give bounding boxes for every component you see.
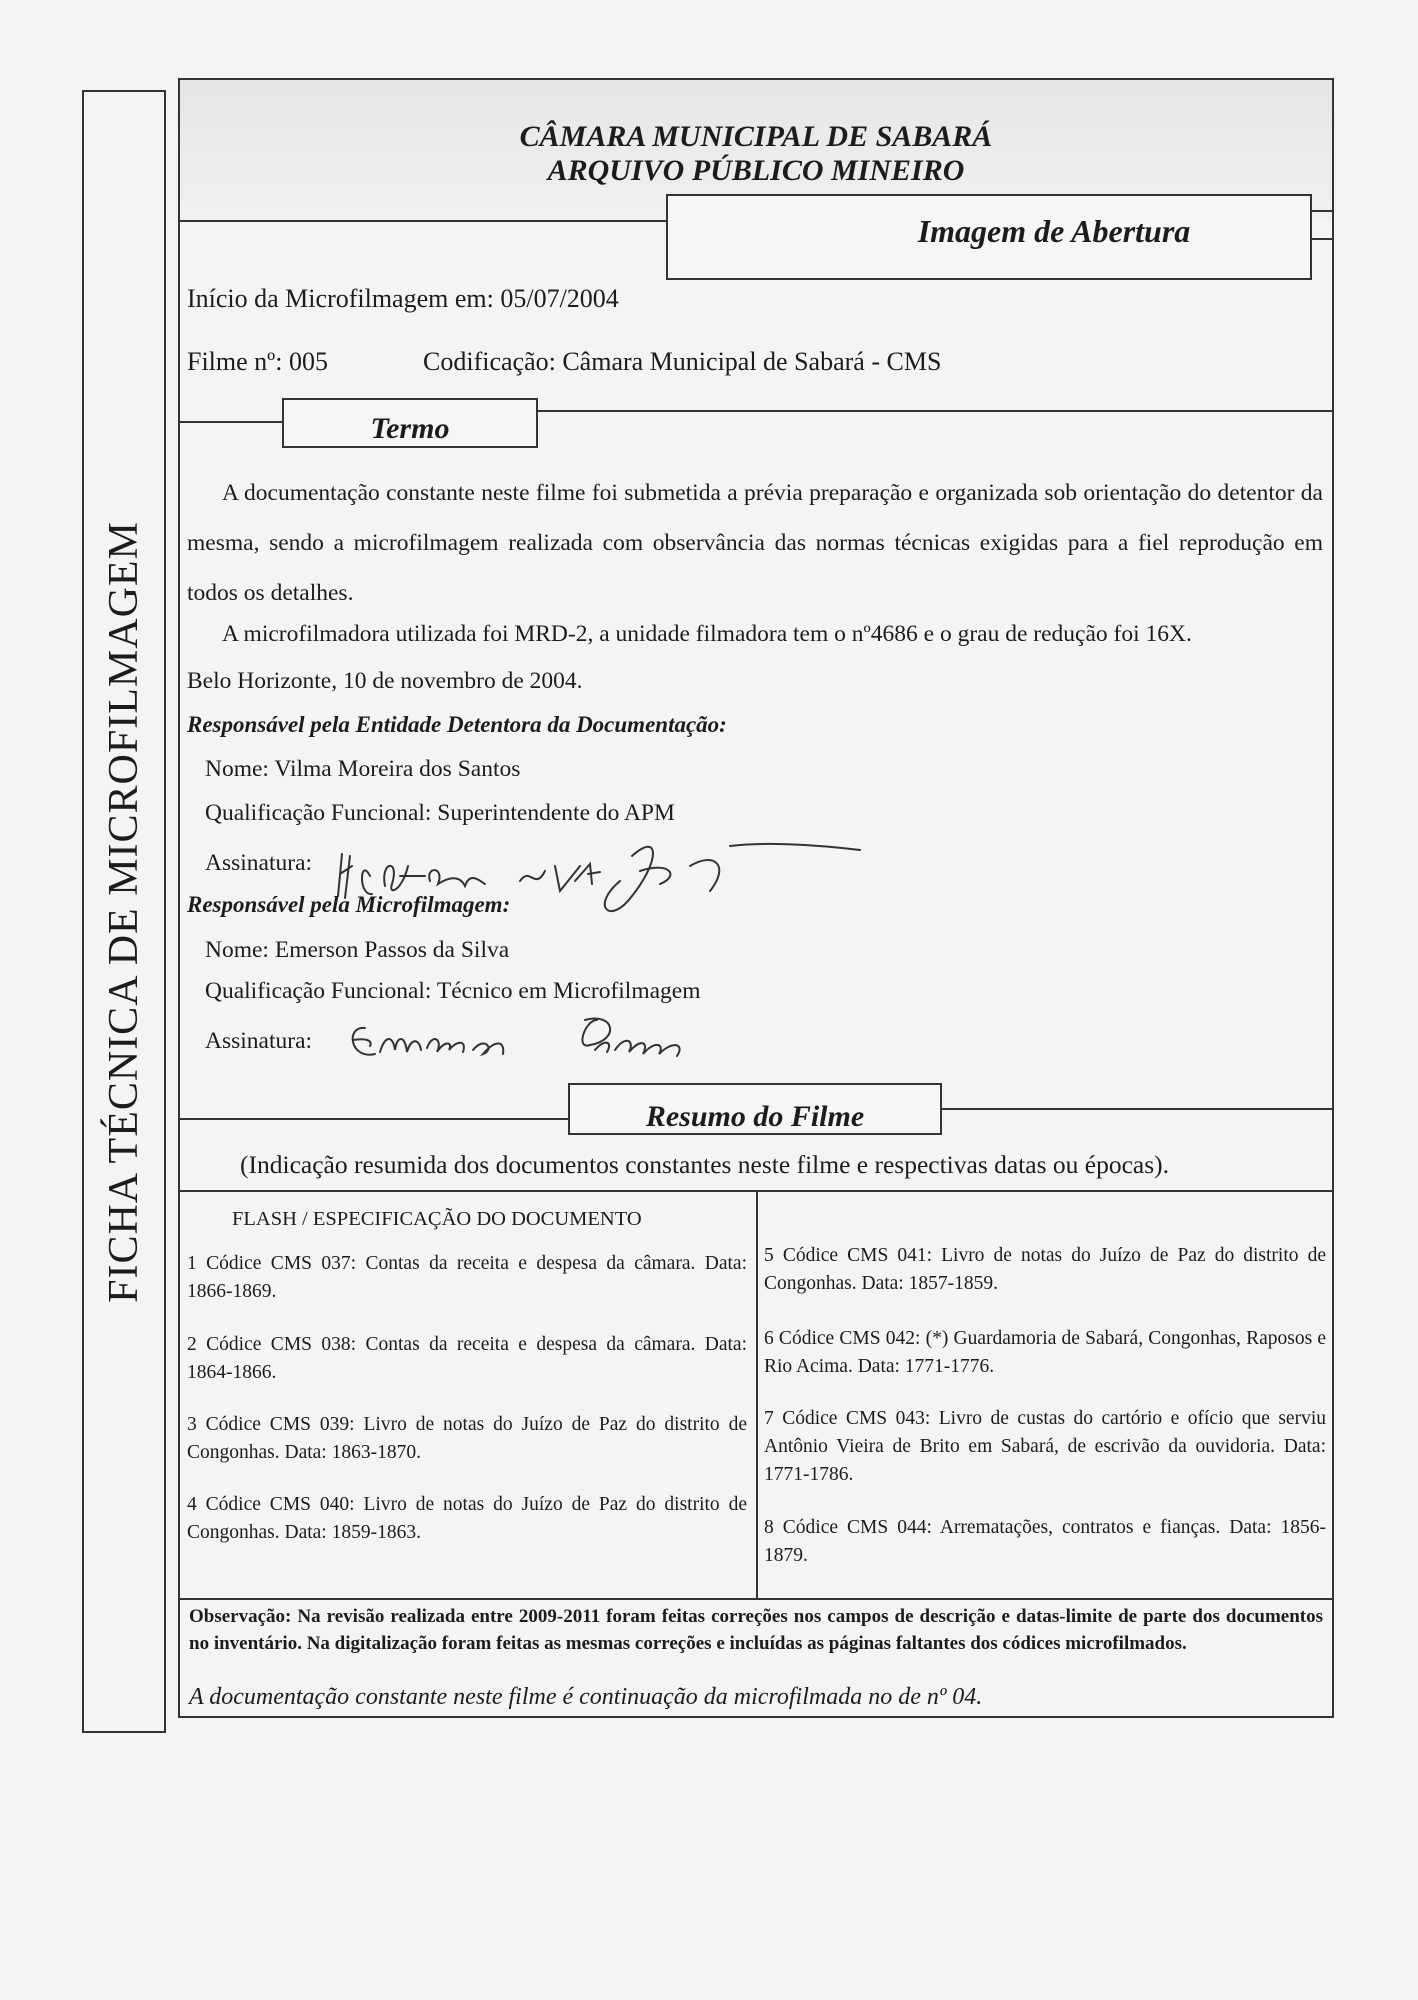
start-date: 05/07/2004 [500, 284, 619, 313]
film-number-line [187, 347, 328, 377]
filming-signature-label: Assinatura: [205, 1028, 313, 1054]
divider [178, 220, 666, 222]
termo-paragraph-2: A microfilmadora utilizada foi MRD-2, a unidade filmadora tem o nº4686 e o grau de redução foi 16X. [222, 621, 1192, 647]
table-column-divider [756, 1190, 758, 1598]
section-label-resumo: Resumo do Filme [568, 1083, 942, 1135]
document-item-6: 6 Códice CMS 042: (*) Guardamoria de Sabará, Congonhas, Raposos e Rio Acima. Data: 1771-1776. [764, 1328, 1326, 1377]
codification-line [423, 347, 941, 377]
holder-signature-label: Assinatura: [205, 850, 313, 876]
filming-heading: Responsável pela Microfilmagem: [187, 892, 511, 917]
continuation-note: A documentação constante neste filme é continuação da microfilmada no de nº 04. [189, 1684, 983, 1710]
divider [1310, 238, 1334, 240]
holder-name: Nome: Vilma Moreira dos Santos [205, 756, 521, 782]
document-item-4: 4 Códice CMS 040: Livro de notas do Juízo de Paz do distrito de Congonhas. Data: 1859-1863. [187, 1494, 747, 1543]
filming-role: Qualificação Funcional: Técnico em Microfilmagem [205, 978, 701, 1004]
document-item-2: 2 Códice CMS 038: Contas da receita e despesa da câmara. Data: 1864-1866. [187, 1334, 747, 1383]
divider [1310, 210, 1334, 212]
filming-name: Nome: Emerson Passos da Silva [205, 937, 510, 963]
start-label: Início da Microfilmagem em: [187, 284, 494, 313]
archive-title: ARQUIVO PÚBLICO MINEIRO [547, 154, 965, 187]
divider [942, 1108, 1334, 1110]
observation-note: Observação: Na revisão realizada entre 2009-2011 foram feitas correções nos campos de descrição e datas-limite de parte dos documentos no inventário. Na digitalização foram feitas as mesmas correções e incluídas as páginas faltantes dos códices microfilmados. [189, 1606, 1323, 1654]
resumo-subtitle: (Indicação resumida dos documentos constantes neste filme e respectivas datas ou épocas). [240, 1150, 1170, 1179]
filming-signature [345, 1010, 765, 1070]
film-number: 005 [288, 347, 328, 376]
start-date-line [187, 284, 619, 314]
code-value: Câmara Municipal de Sabará - CMS [562, 347, 942, 376]
table-bottom-border [178, 1598, 1334, 1600]
document-item-8: 8 Códice CMS 044: Arrematações, contratos e fianças. Data: 1856-1879. [764, 1517, 1326, 1566]
holder-heading: Responsável pela Entidade Detentora da Documentação: [187, 712, 727, 737]
place-date: Belo Horizonte, 10 de novembro de 2004. [187, 668, 583, 694]
holder-heading-text: Responsável pela Entidade Detentora da Documentação [187, 712, 720, 737]
holder-signature [330, 836, 930, 936]
termo-paragraph-1: A documentação constante neste filme foi submetida a prévia preparação e organizada sob orientação do detentor da mesma, sendo a microfilmagem realizada com observância das normas técnicas exigidas para a fiel reprodução em todos os detalhes. [187, 480, 1323, 606]
document-item-7: 7 Códice CMS 043: Livro de custas do cartório e ofício que serviu Antônio Vieira de Brito em Sabará, de escrivão da ouvidoria. Data: 1771-1786. [764, 1408, 1326, 1485]
institution-title: CÂMARA MUNICIPAL DE SABARÁ [519, 120, 993, 153]
code-label: Codificação: [423, 347, 556, 376]
divider [178, 1118, 568, 1120]
document-item-5: 5 Códice CMS 041: Livro de notas do Juízo de Paz do distrito de Congonhas. Data: 1857-1859. [764, 1245, 1326, 1294]
section-label-imagem-abertura: Imagem de Abertura [666, 194, 1312, 280]
document-item-1: 1 Códice CMS 037: Contas da receita e despesa da câmara. Data: 1866-1869. [187, 1253, 747, 1302]
divider [538, 410, 1334, 412]
filming-heading-text: Responsável pela Microfilmagem [187, 892, 503, 917]
divider [178, 421, 282, 423]
film-label: Filme nº: [187, 347, 283, 376]
holder-role: Qualificação Funcional: Superintendente do APM [205, 800, 675, 826]
document-item-3: 3 Códice CMS 039: Livro de notas do Juízo de Paz do distrito de Congonhas. Data: 1863-1870. [187, 1414, 747, 1463]
sidebar-vertical-title: FICHA TÉCNICA DE MICROFILMAGEM [101, 521, 147, 1303]
section-label-termo: Termo [282, 398, 538, 448]
table-header: FLASH / ESPECIFICAÇÃO DO DOCUMENTO [232, 1208, 642, 1230]
